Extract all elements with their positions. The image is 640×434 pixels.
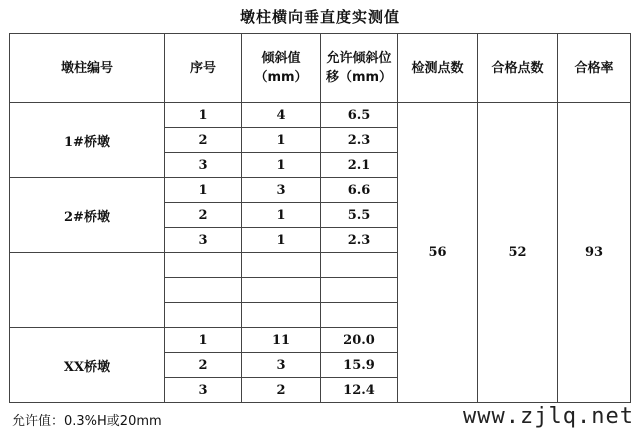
seq-cell: 3 (165, 153, 242, 178)
tilt-cell: 3 (242, 178, 321, 203)
seq-cell: 1 (165, 328, 242, 353)
header-rate: 合格率 (558, 34, 631, 103)
seq-cell: 2 (165, 203, 242, 228)
allow-cell: 2.3 (321, 128, 398, 153)
tilt-cell: 3 (242, 353, 321, 378)
allow-cell: 15.9 (321, 353, 398, 378)
header-row (10, 34, 631, 103)
header-pier: 墩柱编号 (10, 34, 165, 103)
summary-rate-cell: 93 (558, 103, 631, 403)
seq-cell (165, 303, 242, 328)
header-qualified: 合格点数 (478, 34, 558, 103)
seq-cell (165, 278, 242, 303)
allow-cell: 6.5 (321, 103, 398, 128)
seq-cell: 2 (165, 128, 242, 153)
watermark: www.zjlq.net (463, 404, 634, 429)
header-tilt: 倾斜值（mm） (242, 34, 321, 103)
seq-cell: 1 (165, 178, 242, 203)
allow-cell (321, 278, 398, 303)
header-allow: 允许倾斜位移（mm） (321, 34, 398, 103)
tilt-cell (242, 253, 321, 278)
header-points: 检测点数 (398, 34, 478, 103)
allow-cell (321, 303, 398, 328)
tilt-cell: 11 (242, 328, 321, 353)
tilt-cell: 4 (242, 103, 321, 128)
tilt-cell: 1 (242, 203, 321, 228)
allow-cell: 6.6 (321, 178, 398, 203)
allow-cell (321, 253, 398, 278)
allow-cell: 12.4 (321, 378, 398, 403)
pier-name-cell: XX桥墩 (10, 328, 165, 403)
allow-cell: 20.0 (321, 328, 398, 353)
seq-cell: 3 (165, 378, 242, 403)
table-row (10, 103, 631, 128)
summary-qualified-cell: 52 (478, 103, 558, 403)
pier-name-cell: 2#桥墩 (10, 178, 165, 253)
verticality-table (9, 33, 631, 403)
tilt-cell (242, 303, 321, 328)
tilt-cell: 1 (242, 128, 321, 153)
seq-cell: 2 (165, 353, 242, 378)
seq-cell: 3 (165, 228, 242, 253)
allow-cell: 2.3 (321, 228, 398, 253)
allow-cell: 2.1 (321, 153, 398, 178)
tilt-cell: 1 (242, 228, 321, 253)
tilt-cell (242, 278, 321, 303)
seq-cell (165, 253, 242, 278)
allow-cell: 5.5 (321, 203, 398, 228)
header-seq: 序号 (165, 34, 242, 103)
footer-note: 允许值：0.3%H或20mm (12, 414, 162, 429)
pier-name-cell: 1#桥墩 (10, 103, 165, 178)
tilt-cell: 2 (242, 378, 321, 403)
tilt-cell: 1 (242, 153, 321, 178)
pier-name-cell (10, 253, 165, 328)
seq-cell: 1 (165, 103, 242, 128)
summary-points-cell: 56 (398, 103, 478, 403)
table-title: 墩柱横向垂直度实测值 (239, 8, 400, 26)
